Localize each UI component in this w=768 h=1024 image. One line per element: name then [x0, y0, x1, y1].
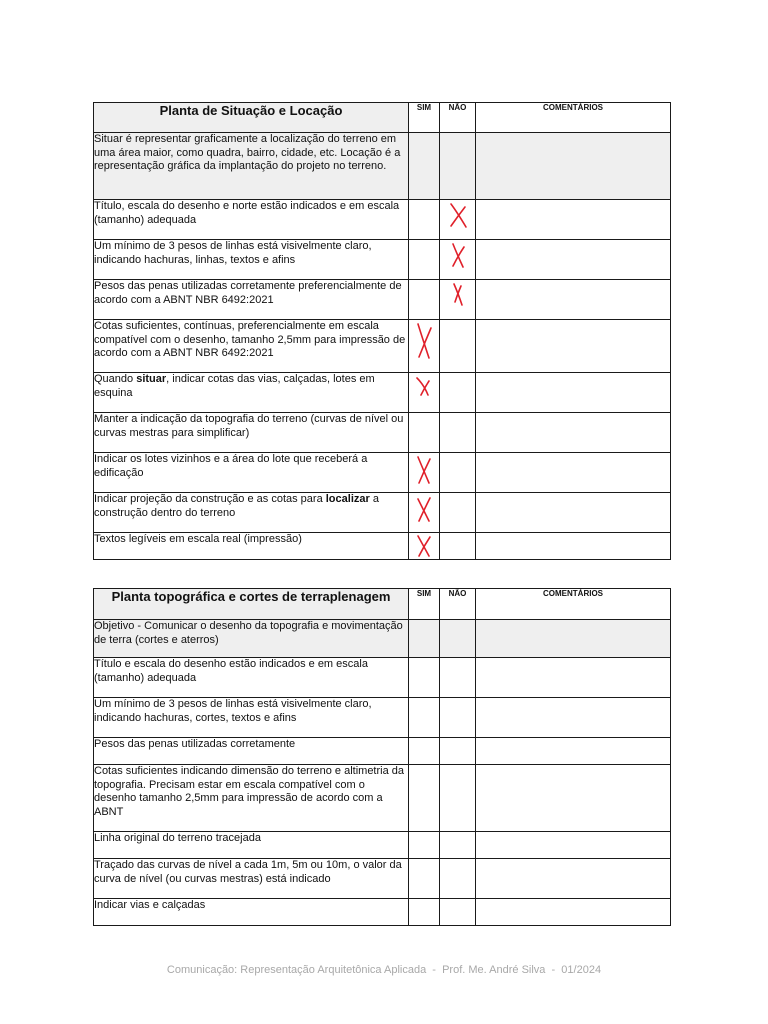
nao-cell[interactable]	[440, 738, 476, 765]
row-description: Pesos das penas utilizadas corretamente preferencialmente de acordo com a ABNT NBR 6492:2021	[94, 280, 409, 320]
sim-cell[interactable]	[409, 832, 440, 859]
comment-cell[interactable]	[476, 373, 671, 413]
nao-cell[interactable]	[440, 658, 476, 698]
column-header-comentarios: COMENTÁRIOS	[476, 589, 671, 620]
row-description: Traçado das curvas de nível a cada 1m, 5m ou 10m, o valor da curva de nível (ou curvas mestras) está indicado	[94, 859, 409, 899]
comment-cell[interactable]	[476, 765, 671, 832]
comment-cell[interactable]	[476, 493, 671, 533]
sim-cell[interactable]	[409, 200, 440, 240]
row-description: Título e escala do desenho estão indicados e em escala (tamanho) adequada	[94, 658, 409, 698]
comment-cell[interactable]	[476, 200, 671, 240]
table-row	[94, 493, 671, 533]
row-description: Pesos das penas utilizadas corretamente	[94, 738, 409, 765]
comment-cell[interactable]	[476, 133, 671, 200]
comment-cell[interactable]	[476, 533, 671, 560]
row-description: Manter a indicação da topografia do terreno (curvas de nível ou curvas mestras para simplificar)	[94, 413, 409, 453]
sim-cell[interactable]	[409, 859, 440, 899]
table-header-row	[94, 589, 671, 620]
table-title: Planta topográfica e cortes de terraplenagem	[94, 589, 409, 620]
row-description: Um mínimo de 3 pesos de linhas está visivelmente claro, indicando hachuras, cortes, textos e afins	[94, 698, 409, 738]
nao-cell[interactable]	[440, 413, 476, 453]
table-header-row	[94, 103, 671, 133]
comment-cell[interactable]	[476, 698, 671, 738]
table-row	[94, 280, 671, 320]
comment-cell[interactable]	[476, 859, 671, 899]
sim-cell[interactable]	[409, 280, 440, 320]
nao-cell[interactable]	[440, 533, 476, 560]
sim-cell[interactable]	[409, 453, 440, 493]
checklist-table-situacao	[93, 102, 671, 560]
nao-cell[interactable]	[440, 373, 476, 413]
checklist-table-topografia	[93, 588, 671, 926]
red-x-mark-icon	[412, 373, 436, 399]
page-footer	[0, 964, 768, 976]
column-header-sim: SIM	[409, 103, 440, 133]
row-description: Indicar projeção da construção e as cotas para localizar a construção dentro do terreno	[94, 493, 409, 533]
row-description: Textos legíveis em escala real (impressão)	[94, 533, 409, 560]
table-row	[94, 413, 671, 453]
comment-cell[interactable]	[476, 240, 671, 280]
table-row	[94, 765, 671, 832]
sim-cell[interactable]	[409, 493, 440, 533]
sim-cell[interactable]	[409, 620, 440, 658]
row-description: Indicar vias e calçadas	[94, 899, 409, 926]
row-description: Cotas suficientes indicando dimensão do terreno e altimetria da topografia. Precisam estar em escala compatível com o desenho tamanho 2,5mm para impressão de acordo com a ABNT	[94, 765, 409, 832]
table-title: Planta de Situação e Locação	[94, 103, 409, 133]
sim-cell[interactable]	[409, 133, 440, 200]
row-description: Título, escala do desenho e norte estão indicados e em escala (tamanho) adequada	[94, 200, 409, 240]
nao-cell[interactable]	[440, 832, 476, 859]
table-row	[94, 738, 671, 765]
nao-cell[interactable]	[440, 698, 476, 738]
red-x-mark-icon	[412, 493, 436, 525]
nao-cell[interactable]	[440, 453, 476, 493]
sim-cell[interactable]	[409, 373, 440, 413]
nao-cell[interactable]	[440, 765, 476, 832]
sim-cell[interactable]	[409, 899, 440, 926]
footer-text: Comunicação: Representação Arquitetônica Aplicada - Prof. Me. André Silva - 01/2024	[166, 964, 602, 976]
comment-cell[interactable]	[476, 658, 671, 698]
nao-cell[interactable]	[440, 620, 476, 658]
row-description: Objetivo - Comunicar o desenho da topografia e movimentação de terra (cortes e aterros)	[94, 620, 409, 658]
nao-cell[interactable]	[440, 320, 476, 373]
red-x-mark-icon	[447, 280, 469, 308]
row-description: Indicar os lotes vizinhos e a área do lote que receberá a edificação	[94, 453, 409, 493]
comment-cell[interactable]	[476, 320, 671, 373]
table-row	[94, 620, 671, 658]
red-x-mark-icon	[412, 320, 436, 362]
comment-cell[interactable]	[476, 899, 671, 926]
sim-cell[interactable]	[409, 738, 440, 765]
comment-cell[interactable]	[476, 280, 671, 320]
comment-cell[interactable]	[476, 832, 671, 859]
sim-cell[interactable]	[409, 765, 440, 832]
table-row	[94, 658, 671, 698]
table-row	[94, 200, 671, 240]
table-row	[94, 859, 671, 899]
row-description: Situar é representar graficamente a localização do terreno em uma área maior, como quadra, bairro, cidade, etc. Locação é a representação gráfica da implantação do projeto no terreno.	[94, 133, 409, 200]
sim-cell[interactable]	[409, 698, 440, 738]
sim-cell[interactable]	[409, 320, 440, 373]
nao-cell[interactable]	[440, 859, 476, 899]
column-header-comentarios: COMENTÁRIOS	[476, 103, 671, 133]
table-row	[94, 320, 671, 373]
row-description: Um mínimo de 3 pesos de linhas está visivelmente claro, indicando hachuras, linhas, textos e afins	[94, 240, 409, 280]
sim-cell[interactable]	[409, 658, 440, 698]
red-x-mark-icon	[445, 200, 471, 230]
column-header-sim: SIM	[409, 589, 440, 620]
sim-cell[interactable]	[409, 413, 440, 453]
nao-cell[interactable]	[440, 493, 476, 533]
table-row	[94, 899, 671, 926]
table-row	[94, 453, 671, 493]
comment-cell[interactable]	[476, 620, 671, 658]
red-x-mark-icon	[412, 453, 436, 487]
column-header-nao: NÃO	[440, 589, 476, 620]
table-row	[94, 373, 671, 413]
comment-cell[interactable]	[476, 413, 671, 453]
nao-cell[interactable]	[440, 200, 476, 240]
table-row	[94, 133, 671, 200]
nao-cell[interactable]	[440, 240, 476, 280]
sim-cell[interactable]	[409, 240, 440, 280]
nao-cell[interactable]	[440, 133, 476, 200]
comment-cell[interactable]	[476, 453, 671, 493]
row-description: Quando situar, indicar cotas das vias, calçadas, lotes em esquina	[94, 373, 409, 413]
table-row	[94, 533, 671, 560]
comment-cell[interactable]	[476, 738, 671, 765]
red-x-mark-icon	[446, 240, 470, 270]
nao-cell[interactable]	[440, 899, 476, 926]
nao-cell[interactable]	[440, 280, 476, 320]
red-x-mark-icon	[412, 533, 436, 559]
row-description: Cotas suficientes, contínuas, preferencialmente em escala compatível com o desenho, tamanho 2,5mm para impressão de acordo com a ABNT NBR 6492:2021	[94, 320, 409, 373]
table-row	[94, 698, 671, 738]
sim-cell[interactable]	[409, 533, 440, 560]
table-row	[94, 240, 671, 280]
row-description: Linha original do terreno tracejada	[94, 832, 409, 859]
table-row	[94, 832, 671, 859]
column-header-nao: NÃO	[440, 103, 476, 133]
